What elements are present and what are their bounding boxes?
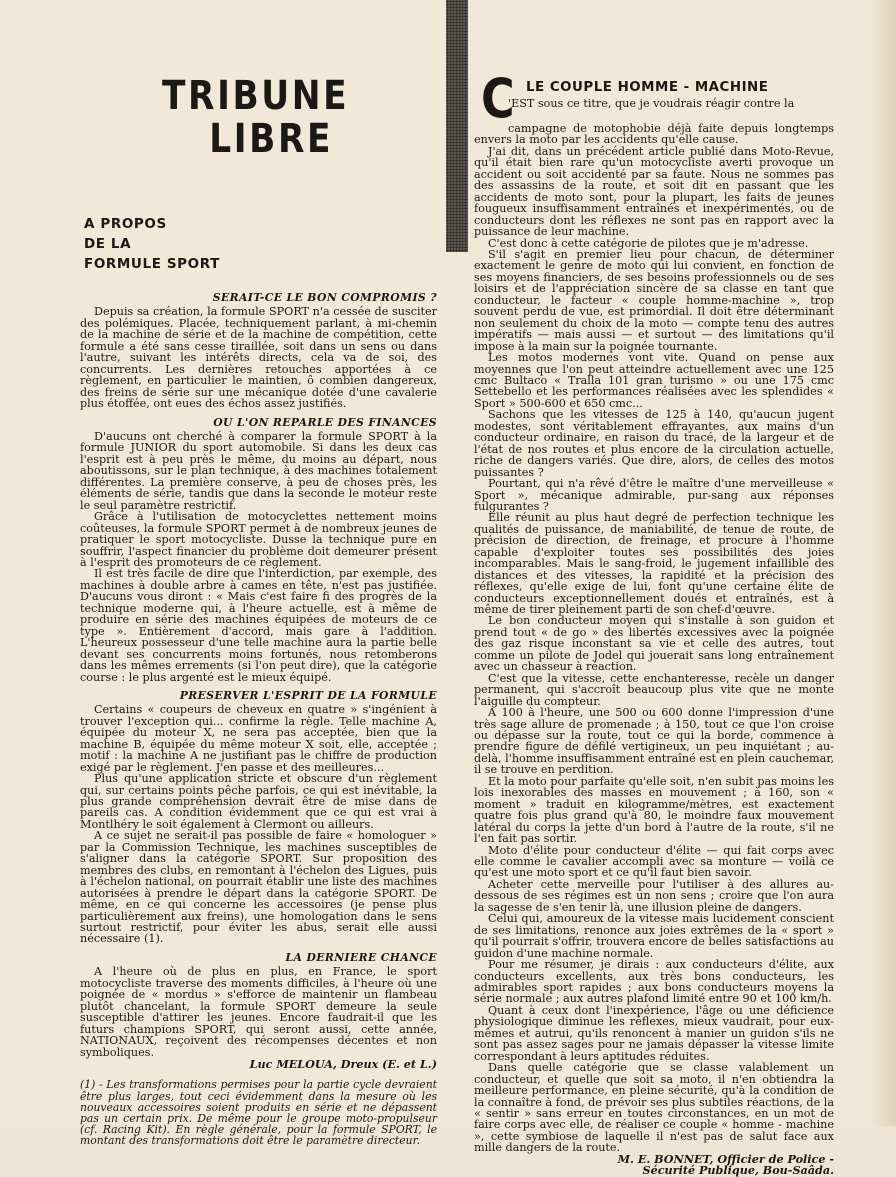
author-signature: Luc MELOUA, Dreux (E. et L.) [249, 1057, 437, 1071]
paragraph: Pour me résumer, je dirais : aux conducteurs d'élite, aux conducteurs excellents, aux très bons conducteurs, les admirables sport rapides ; aux bons conducteurs moyens la série normale ; aux autres plafond limité entre 90 et 100 km/h. [474, 958, 834, 1006]
left-article-column [80, 292, 437, 1146]
paragraph: A l'heure où de plus en plus, en France, le sport motocycliste traverse des moments difficiles, à l'heure où une poignée de « mordus » s'efforce de maintenir un flambeau plutôt chancelant, la formule SPORT demeure la seule susceptible d'attirer les jeunes. Encore faudrait-il que les futurs champions SPORT, qui seront aussi, cette année, NATIONAUX, reçoivent des récompenses décentes et non symboliques. [80, 965, 437, 1059]
paragraph: D'aucuns ont cherché à comparer la formule SPORT à la formule JUNIOR du sport automobile. Si dans les deux cas l'esprit est à peu près le même, du moins au départ, nous aboutissons, sur le plan technique, à des machines totalement différentes. La première conserve, à peu de choses près, les éléments de série, tandis que dans la seconde le moteur reste le seul paramètre restrictif. [80, 429, 437, 512]
right-article-column [474, 123, 834, 1177]
halftone-bar [446, 0, 468, 252]
first-line: 'EST sous ce titre, que je voudrais réagir contre la [508, 97, 795, 110]
article-title: LE COUPLE HOMME - MACHINE [526, 80, 769, 95]
paragraph: Pourtant, qui n'a rêvé d'être le maître d'une merveilleuse « Sport », mécanique admirable, pur-sang aux réponses fulgurantes ? [474, 477, 834, 513]
paragraph: campagne de motophobie déjà faite depuis longtemps envers la moto par les accidents qu'elle cause. [474, 122, 834, 147]
paragraph: Les motos modernes vont vite. Quand on pense aux moyennes que l'on peut atteindre actuellement avec une 125 cmc Bultaco « Tralla 101 gran turismo » ou une 175 cmc Settebello et les performances réalisées avec les splendides « Sport » 500-600 et 650 cmc... [474, 351, 834, 410]
paragraph: Dans quelle catégorie que se classe valablement un conducteur, et quelle que soit sa moto, il n'en obtiendra la meilleure performance, en pleine sécurité, qu'à la condition de la connaître à fond, de prévoir ses plus subtiles réactions, de la « sentir » sans erreur en toutes circonstances, en un mot de faire corps avec elle, de réaliser ce couple « homme - machine », cette symbiose de laquelle il n'est pas de salut face aux mille dangers de la route. [474, 1061, 835, 1155]
paragraph: Celui qui, amoureux de la vitesse mais lucidement conscient de ses limitations, renonce aux joies extrêmes de la « sport » qu'il pourrait s'offrir, trouvera encore de belles satisfactions au guidon d'une machine normale. [474, 912, 834, 960]
paragraph: Acheter cette merveille pour l'utiliser à des allures au-dessous de ses régimes est un non sens ; croire que l'on aura la sagesse de s'en tenir là, une illusion pleine de dangers. [474, 877, 834, 914]
footnote [80, 1079, 437, 1146]
paragraph: Quant à ceux dont l'inexpérience, l'âge ou une déficience physiologique diminue les réflexes, mieux vaudrait, pour eux-mêmes et autrui, qu'ils renoncent à manier un guidon s'ils ne sont pas assez sages pour ne jamais dépasser la vitesse limite correspondant à leurs aptitudes réduites. [474, 1003, 834, 1063]
footnote-text: (1) - Les transformations permises pour la partie cycle devraient être plus larges, tout ceci évidemment dans la mesure où les nouveaux accessoires soient produits en série et ne dépassent pas un certain prix. De même pour le groupe moto-propulseur (cf. Racing Kit). En règle générale, pour la formule SPORT, le montant des transformations doit être le paramètre directeur. [80, 1078, 437, 1147]
paragraph: Il est très facile de dire que l'interdiction, par exemple, des machines à double arbre à cames en tête, n'est pas justifiée. D'aucuns vous diront : « Mais c'est faire fi des progrès de la technique moderne qui, à l'heure actuelle, est à même de produire en série des machines équipées de moteurs de ce type ». Entièrement d'accord, mais gare à l'addition. L'heureux possesseur d'une telle machine aura la partie belle devant ses concurrents moins fortunés, nous retomberons dans les mêmes errements (si l'on peut dire), que la catégorie course : le plus argenté est le mieux équipé. [80, 567, 437, 684]
page-edge-shadow [872, 0, 896, 1126]
signature-line-1: M. E. BONNET, Officier de Police - [617, 1151, 834, 1166]
signature-line-2: Sécurité Publique, Bou-Saâda. [642, 1163, 834, 1177]
subheading: PRESERVER L'ESPRIT DE LA FORMULE [179, 688, 437, 702]
title-line-1: TRIBUNE [162, 73, 350, 119]
paragraph: S'il s'agit en premier lieu pour chacun, de déterminer exactement le genre de moto qui lui convient, en fonction de ses moyens financiers, de ses besoins professionnels ou de ses loisirs et de l'appréciation sincère de sa classe en tant que conducteur, le facteur « couple homme-machine », trop souvent perdu de vue, est primordial. Il doit être déterminant non seulement du choix de la moto — compte tenu des autres impératifs — mais aussi — et surtout — des limitations qu'il impose à la main sur la poignée tournante. [474, 247, 834, 353]
heading-line-1: A PROPOS [84, 216, 167, 232]
paragraph: Le bon conducteur moyen qui s'installe à son guidon et prend tout « de go » des libertés excessives avec la poignée des gaz risque inconstant sa vie et celle des autres, tout comme un pilote de Jodel qui jouerait sans long entraînement avec un chasseur à réaction. [474, 614, 834, 674]
paragraph: Moto d'élite pour conducteur d'élite — qui fait corps avec elle comme le cavalier accompli avec sa monture — voilà ce qu'est une moto sport et ce qu'il faut bien savoir. [474, 843, 834, 880]
drop-cap: C [481, 67, 515, 130]
paragraph: C'est que la vitesse, cette enchanteresse, recèle un danger permanent, qui s'accroît beaucoup plus vite que ne monte l'aiguille du compteur. [474, 671, 834, 708]
paragraph: Grâce à l'utilisation de motocyclettes nettement moins coûteuses, la formule SPORT permet à de nombreux jeunes de pratiquer le sport motocycliste. Dusse la technique pure en souffrir, l'aspect financier du problème doit demeurer présent à l'esprit des promoteurs de ce règlement. [80, 510, 437, 569]
heading-line-2: DE LA [84, 236, 132, 252]
paragraph: Certains « coupeurs de cheveux en quatre » s'ingénient à trouver l'exception qui... confirme la règle. Telle machine A, équipée du moteur X, ne sera pas acceptée, bien que la machine B, équipée du même moteur X soit, elle, acceptée ; motif : la machine A ne justifiant pas le chiffre de production exigé par le règlement. J'en passe et des meilleures... [80, 703, 437, 774]
paragraph: A ce sujet ne serait-il pas possible de faire « homologuer » par la Commission Technique, les machines susceptibles de s'aligner dans la catégorie SPORT. Sur proposition des membres des clubs, en remontant à l'échelon des Ligues, puis à l'échelon national, on pourrait établir une liste des machines autorisées à prendre le départ dans la catégorie SPORT. De même, en ce qui concerne les accessoires (je pense plus particulièrement aux freins), une homologation dans le sens surtout restrictif, pour éviter les abus, serait elle aussi nécessaire (1). [80, 829, 437, 946]
paragraph: Sachons que les vitesses de 125 à 140, qu'aucun jugent modestes, sont véritablement effrayantes, aux mains d'un conducteur ordinaire, en raison du tracé, de la largeur et de l'état de nos routes et plus encore de la circulation actuelle, riche de dangers variés. Que dire, alors, de celles des motos puissantes ? [474, 408, 834, 479]
subheading: OU L'ON REPARLE DES FINANCES [213, 415, 437, 429]
paragraph: Plus qu'une application stricte et obscure d'un règlement qui, sur certains points pêche parfois, ce qui est inévitable, la plus grande compréhension devrait être de mise dans de pareils cas. A condition évidemment que ce qui est vrai à Montlhéry le soit également à Clermont ou ailleurs. [80, 772, 437, 831]
section-title [162, 75, 420, 161]
paragraph: Elle réunit au plus haut degré de perfection technique les qualités de puissance, de maniabilité, de tenue de route, de précision de direction, de freinage, et procure à l'homme capable d'exploiter toutes ses possibilités des joies incomparables. Mais le sang-froid, le jugement infaillible des distances et des vitesses, la rapidité et la précision des réflexes, qu'elle exige de lui, font qu'une certaine élite de conducteurs exceptionnellement doués et entraînés, est à même de tirer pleinement parti de son chef-d'œuvre. [474, 511, 834, 617]
paragraph: Depuis sa création, la formule SPORT n'a cessée de susciter des polémiques. Placée, techniquement parlant, à mi-chemin de la machine de série et de la machine de compétition, cette formule a été sans cesse tiraillée, soit dans un sens ou dans l'autre, suivant les intérêts directs, cela va de soi, des concurrents. Les dernières retouches apportées à ce règlement, en particulier le maintien, ô combien dangereux, des freins de série sur une mécanique dotée d'une cavalerie plus étoffée, ont eues des échos assez justifiés. [80, 305, 437, 411]
subheading: SERAIT-CE LE BON COMPROMIS ? [212, 291, 437, 304]
subheading: LA DERNIERE CHANCE [285, 950, 437, 964]
article-heading [84, 214, 220, 274]
author-signature [474, 1151, 834, 1177]
paragraph: J'ai dit, dans un précédent article publié dans Moto-Revue, qu'il était bien rare qu'un motocycliste averti provoque un accident ou soit accidenté par sa faute. Nous ne sommes pas des assassins de la route, et soit dit en passant que les accidents de moto sont, pour la plupart, les faits de jeunes fougueux insuffisamment entraînés et inexpérimentés, ou de conducteurs dont les réflexes ne sont pas en rapport avec la puissance de leur machine. [474, 144, 834, 239]
heading-line-3: FORMULE SPORT [84, 256, 220, 272]
paragraph: A 100 à l'heure, une 500 ou 600 donne l'impression d'une très sage allure de promenade ; à 150, tout ce que l'on croise ou dépasse sur la route, tout ce qui la borde, commence à prendre figure de défilé vertigineux, un peu inquiétant ; au-delà, l'homme insuffisamment entraîné est en plein cauchemar, il se trouve en perdition. [474, 706, 834, 777]
paragraph: C'est donc à cette catégorie de pilotes que je m'adresse. [488, 236, 809, 250]
paragraph: Et la moto pour parfaite qu'elle soit, n'en subit pas moins les lois inexorables des masses en mouvement ; à 160, son « moment » traduit en kilogramme/mètres, est exactement quatre fois plus grand qu'à 80, le moindre faux mouvement latéral du corps la jette d'un bord à l'autre de la route, s'il ne l'en fait pas sortir. [474, 774, 834, 846]
title-line-2: LIBRE [209, 116, 334, 162]
